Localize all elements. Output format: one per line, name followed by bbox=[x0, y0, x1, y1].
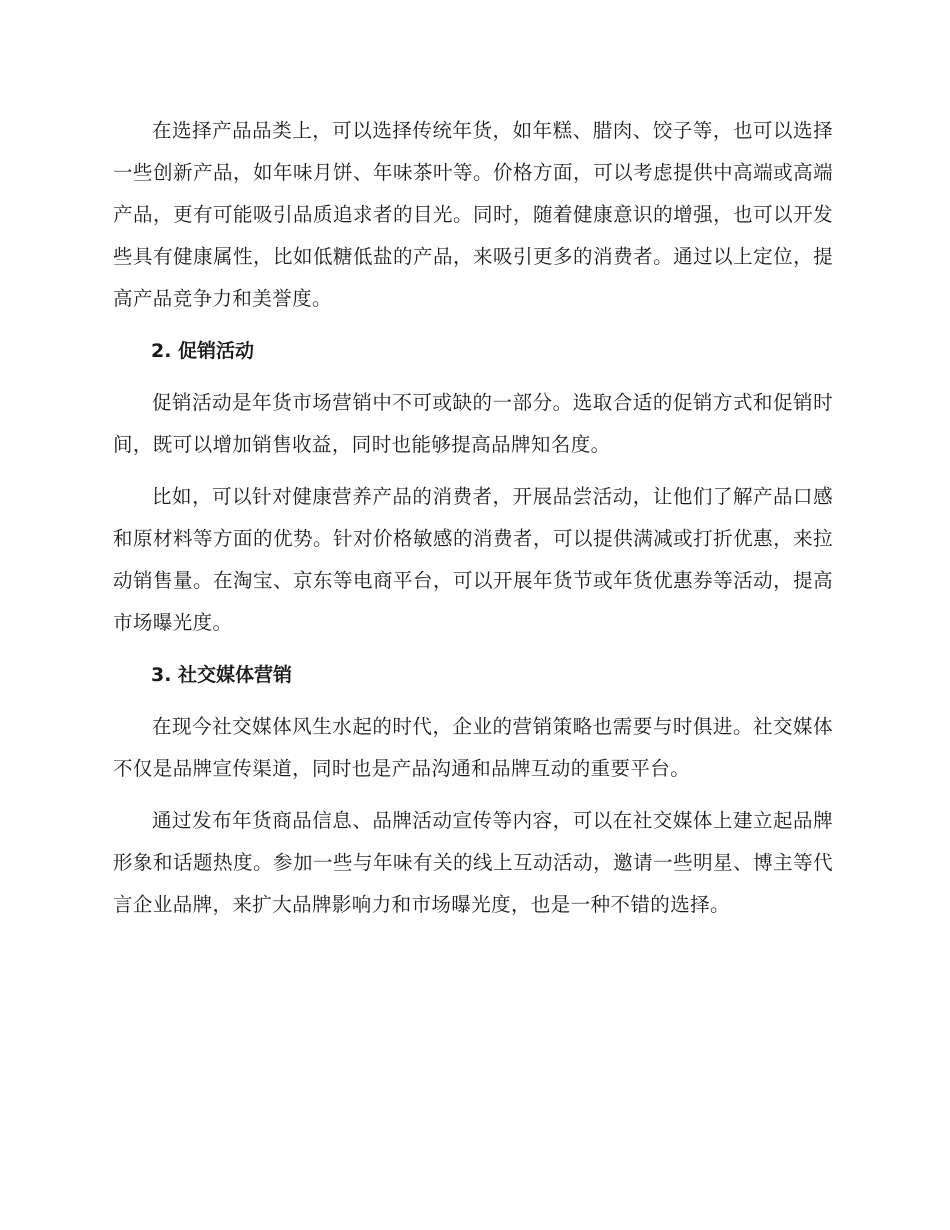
section-heading-social-media: 3. 社交媒体营销 bbox=[151, 664, 293, 686]
paragraph-product-positioning: 在选择产品品类上，可以选择传统年货，如年糕、腊肉、饺子等，也可以选择一些创新产品，如年味月饼、年味茶叶等。价格方面，可以考虑提供中高端或高端产品，更有可能吸引品质追求者的目光。同时，随着健康意识的增强，也可以开发些具有健康属性，比如低糖低盐的产品，来吸引更多的消费者。通过以上定位，提高产品竞争力和美誉度。 bbox=[113, 119, 833, 310]
paragraph-promotion-examples: 比如，可以针对健康营养产品的消费者，开展品尝活动，让他们了解产品口感和原材料等方面的优势。针对价格敏感的消费者，可以提供满减或打折优惠，来拉动销售量。在淘宝、京东等电商平台，可以开展年货节或年货优惠券等活动，提高市场曝光度。 bbox=[113, 485, 833, 634]
paragraph-social-media-intro: 在现今社交媒体风生水起的时代，企业的营销策略也需要与时俱进。社交媒体不仅是品牌宣传渠道，同时也是产品沟通和品牌互动的重要平台。 bbox=[113, 715, 833, 780]
paragraph-social-media-examples: 通过发布年货商品信息、品牌活动宣传等内容，可以在社交媒体上建立起品牌形象和话题热度。参加一些与年味有关的线上互动活动，邀请一些明星、博主等代言企业品牌，来扩大品牌影响力和市场曝光度，也是一种不错的选择。 bbox=[113, 809, 833, 916]
document-page bbox=[113, 110, 833, 936]
paragraph-promotion-intro: 促销活动是年货市场营销中不可或缺的一部分。选取合适的促销方式和促销时间，既可以增加销售收益，同时也能够提高品牌知名度。 bbox=[113, 391, 833, 456]
section-heading-promotion: 2. 促销活动 bbox=[151, 340, 255, 362]
